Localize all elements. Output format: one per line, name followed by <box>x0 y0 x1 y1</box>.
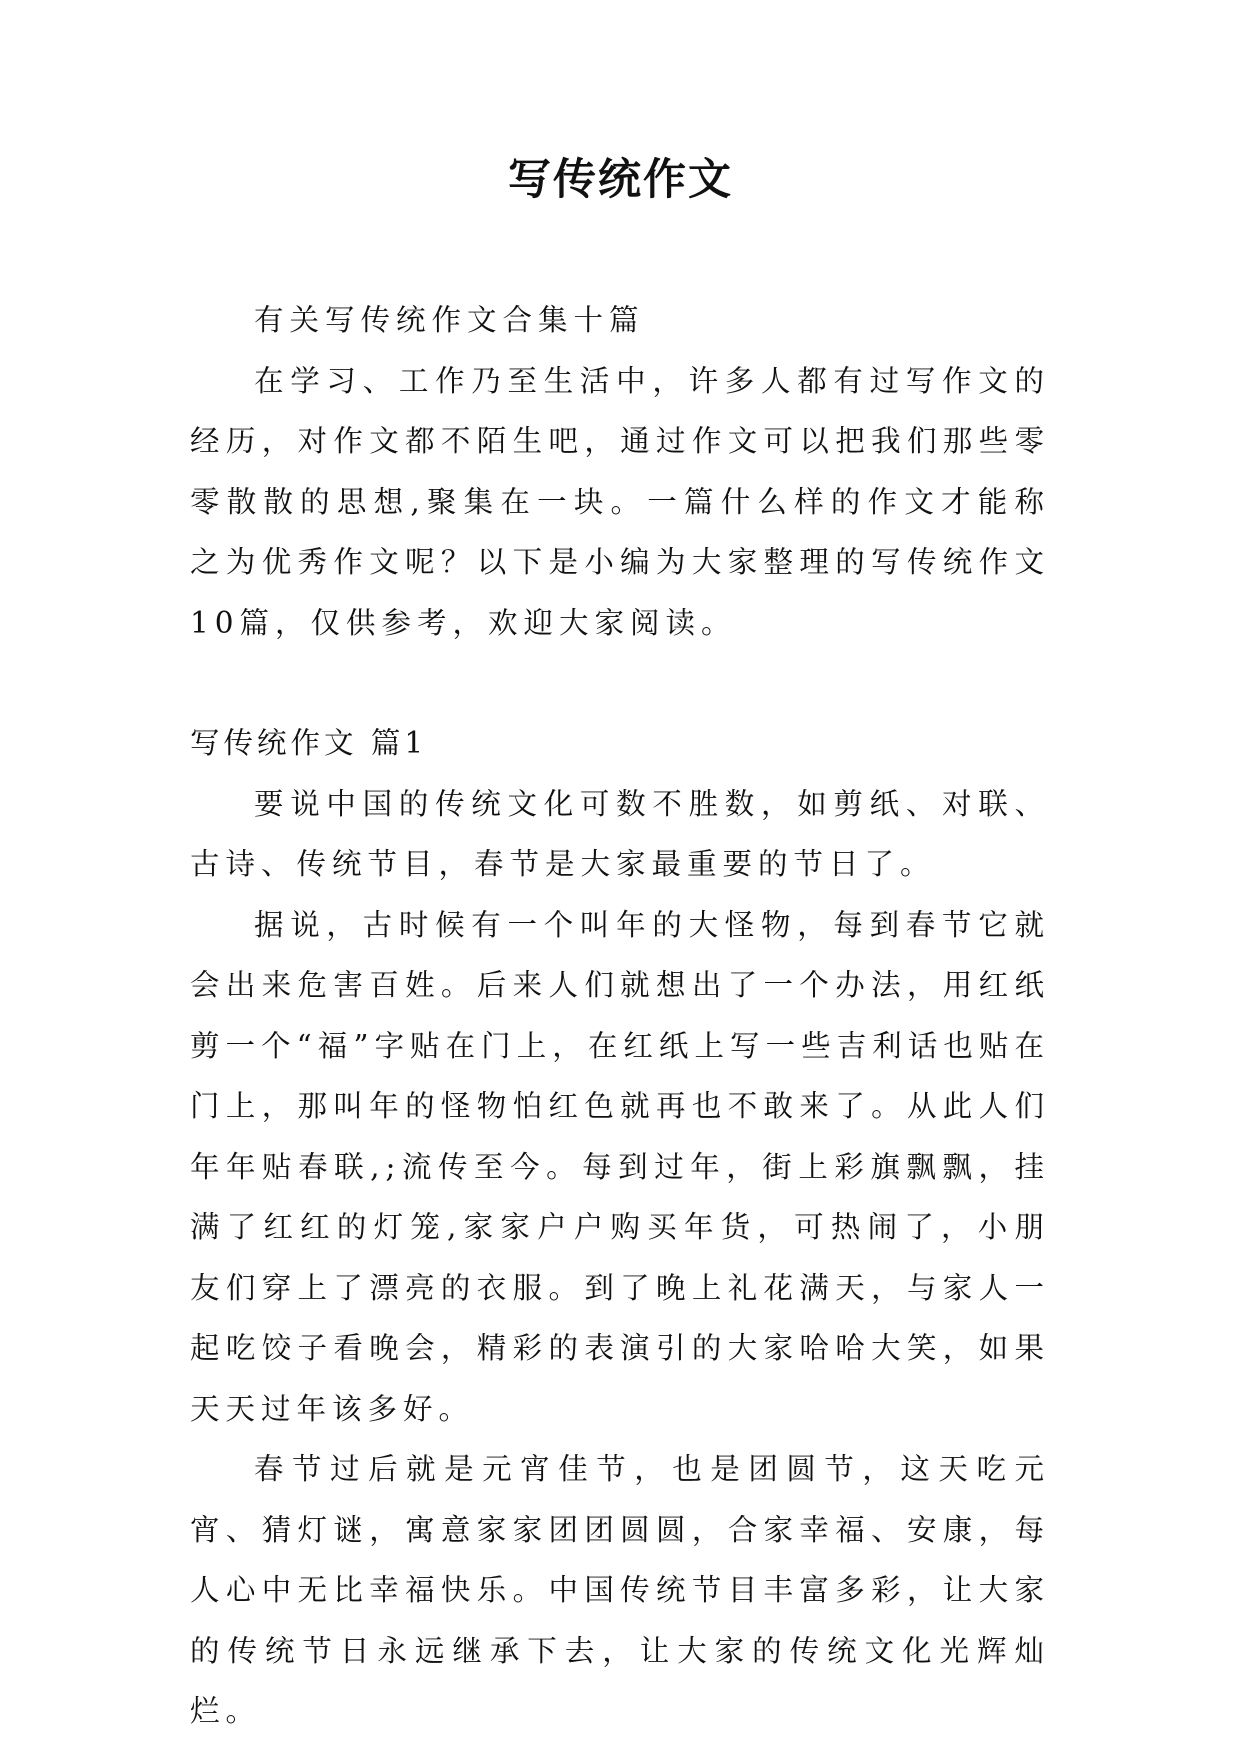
intro-heading: 有关写传统作文合集十篇 <box>254 303 645 337</box>
document-title: 写传统作文 <box>508 155 733 205</box>
section-heading: 写传统作文 篇1 <box>190 726 428 760</box>
intro-paragraph: 在学习、工作乃至生活中，许多人都有过写作文的经历，对作文都不陌生吧，通过作文可以把我们那些零零散散的思想,聚集在一块。一篇什么样的作文才能称之为优秀作文呢？以下是小编为大家整理的写传统作文10篇，仅供参考，欢迎大家阅读。 <box>190 363 1050 640</box>
document-body <box>190 290 1050 1742</box>
section-paragraph-1: 要说中国的传统文化可数不胜数，如剪纸、对联、古诗、传统节目，春节是大家最重要的节日了。 <box>190 786 1050 881</box>
section-paragraph-3: 春节过后就是元宵佳节，也是团圆节，这天吃元宵、猜灯谜，寓意家家团团圆圆，合家幸福、安康，每人心中无比幸福快乐。中国传统节目丰富多彩，让大家的传统节日永远继承下去，让大家的传统文化光辉灿烂。 <box>190 1452 1050 1728</box>
section-paragraph-2: 据说，古时候有一个叫年的大怪物，每到春节它就会出来危害百姓。后来人们就想出了一个办法，用红纸剪一个“福”字贴在门上，在红纸上写一些吉利话也贴在门上，那叫年的怪物怕红色就再也不敢来了。从此人们年年贴春联,;流传至今。每到过年，街上彩旗飘飘，挂满了红红的灯笼,家家户户购买年货，可热闹了，小朋友们穿上了漂亮的衣服。到了晚上礼花满天，与家人一起吃饺子看晚会，精彩的表演引的大家哈哈大笑，如果天天过年该多好。 <box>190 907 1050 1426</box>
